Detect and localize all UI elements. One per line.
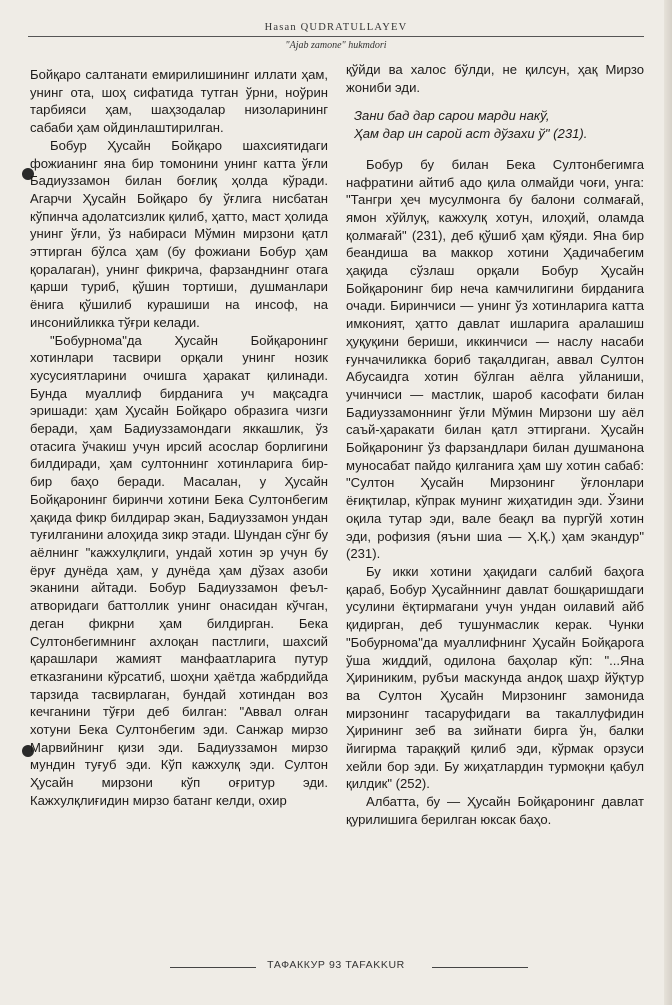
verse-line: Ҳам дар ин сарой аст дўзахи ў" (231). — [354, 126, 588, 142]
running-header-subtitle: "Ajab zamone" hukmdori — [285, 40, 387, 51]
header-rule — [28, 36, 644, 37]
page-footer: ТАФАККУР 93 TAFAKKUR — [267, 959, 405, 971]
paragraph: Бобур бу билан Бека Султонбегимга нафратини айтиб адо қила олмайди чоғи, унга: "Тангри ҳеч мусулмонга бу балони солмағай, ямон хўйлуқ, кажхулқ хотун, илоҳий, оламда қолмағай" (231), деб қўшиб ҳам қўяди. Яна бир беандиша ва маккор хотини Ҳадичабегим ҳақида сўзлаш орқали Бобур Ҳусайн Бойқаронинг бир неча камчилигини бирданига очади. Биринчиси — унинг ўз хотинларига катта имконият, ҳатто давлат ишларига аралашиш ҳуқуқини бериши, иккинчиси — наслу насаби ғунчачиликка бориб тақалдиган, аввал Султон Абусаидга хотин бўлган аёлга уйланиши, учинчиси — мастлик, шароб касофати билан Бадиуззамоннинг ўғли Мўмин Мирзони шу аёл саъй-ҳаракати билан қатл эттиргани. Ҳусайн Бойқаронинг ўз фарзандлари билан душманона муносабат пайдо қилганига ҳам шу хотин сабаб: "Султон Ҳусайн Мирзонинг ўғлонлари ёғиқтилар, кўпрак мунинг жиҳатидин эди. Ўзини оқила тутар эди, вале беақл ва пургўй хотин эди, рофизия (яъни шиа — Ҳ.Қ.) ҳам экандур" (231). — [346, 156, 644, 562]
paragraph: "Бобурнома"да Ҳусайн Бойқаронинг хотинлари тасвири орқали унинг нозик хусусиятларини очишга ҳаракат қилинади. Бунда муаллиф бирданига уч мақсадга эришади: ҳам Ҳусайн Бойқаро образига чизги беради, ҳам Бадиуззамондаги яккашлик, ўз отасига ўчакиш учун ирсий асослар борлигини билдиради, ҳам султоннинг хотинларига бир-бир баҳо беради. Масалан, у Ҳусайн Бойқаронинг биринчи хотини Бека Султонбегим ҳақида фикр билдирар экан, Бадиуззамон ундан туғилганини алоҳида зикр этади. Шундан сўнг бу аёлнинг "кажхулқлиги, ундай хотин эр учун бу ёруғ дунёда ҳам, у дунёда ҳам дўзах азоби эканини айтади. Бобур Бадиуззамон феъл-атворидаги баттоллик унинг онасидан кўчган, деган фикрни ҳам билдирган. Бека Султонбегимнинг ахлоқан пастлиги, шахсий қарашлари жамият манфаатларига путур етказганини кўрсатиб, шоҳни ҳаётда жабрдийда тарзида тасвирлаган, бундай хотиндан воз кечганини тўғри деб билган: "Аввал олған хотуни Бека Султонбегим эди. Санжар мирзо Марвийнинг қизи эди. Бадиуззамон мирзо мундин туғуб эди. Кўп кажхулқ эди. Султон Ҳусайн мирзони кўп оғритур эди. Кажхулқлиғидин мирзо батанг келди, охир — [30, 332, 328, 808]
running-header-author: Hasan QUDRATULLAYEV — [264, 22, 408, 33]
paragraph: қўйди ва халос бўлди, не қилсун, ҳақ Мирзо жониби эди. — [346, 62, 644, 95]
verse-line: Зани бад дар сарои марди накў, — [354, 108, 550, 124]
paragraph: Бобур Ҳусайн Бойқаро шахсиятидаги фожианинг яна бир томонини унинг катта ўғли Бадиуззамон билан боғлиқ ҳолда кўради. Агарчи Ҳусайн Бойқаро бу ўғлига нисбатан кўпинча адолатсизлик қилиб, ҳатто, маст ҳолида унинг ўғли, ўз набираси Мўмин мирзони қатл эттирган бўлса ҳам (бу фожиани Бобур ҳам қоралаган), унинг фикрича, фарзанднинг отага қарши туриб, қўшин тортиши, душманлари ёнига қўшилиб курашиши на инсоф, на инсонийликка тўғри келади. — [30, 137, 328, 330]
paragraph: Бу икки хотини ҳақидаги салбий баҳога қараб, Бобур Ҳусайннинг давлат бошқаришдаги усулини ёқтирмагани учун ундан оилавий айб қидирган, деб тушунмаслик керак. Чунки "Бобурнома"да муаллифнинг Ҳусайн Бойқарога ўша жиддий, одилона баҳолар кўп: "...Яна Ҳириниким, рубъи маскунда андоқ шаҳр йўқтур ва Султон Ҳусайн Мирзонинг замонида мирзонинг тасаруфидаги ва такаллуфидин Ҳирининг зеб ва зийнати бирга ўн, балки йигирма тараққий қилиб эди, кўрмак орзуси хейли бор эди. Бу жиҳатлардин турмоқни қабул қилдик" (252). — [346, 563, 644, 792]
verse-quote — [354, 107, 644, 142]
paragraph: Бойқаро салтанати емирилишининг иллати ҳам, унинг ота, шоҳ сифатида тутган ўрни, ноўрин тарбияси ҳам, шаҳзодалар низоларининг сабаби ҳам ойдинлаштирилган. — [30, 67, 328, 136]
left-text-column — [30, 66, 328, 810]
scan-edge — [664, 0, 672, 1005]
right-text-column — [346, 61, 644, 829]
footer-rule — [432, 967, 528, 968]
paragraph: Албатта, бу — Ҳусайн Бойқаронинг давлат қурилишига берилган юксак баҳо. — [346, 794, 644, 827]
